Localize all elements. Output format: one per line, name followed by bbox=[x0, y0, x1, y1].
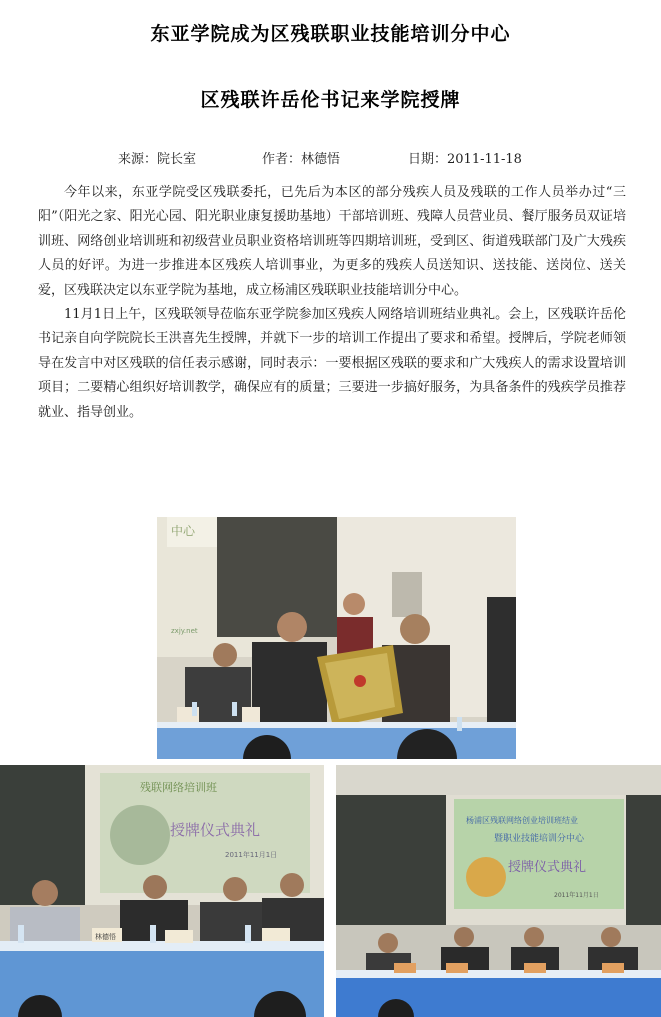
photo2-nameplate: 林德悟 bbox=[95, 933, 116, 941]
photo-panel-right bbox=[336, 765, 661, 1017]
photo1-screen-sub: zxjy.net bbox=[171, 627, 198, 635]
photo-plaque-ceremony bbox=[157, 517, 516, 759]
article-title: 东亚学院成为区残联职业技能培训分中心 bbox=[150, 23, 511, 45]
photo2-screen-date: 2011年11月1日 bbox=[225, 851, 278, 859]
article-subtitle: 区残联许岳伦书记来学院授牌 bbox=[200, 89, 461, 111]
article-body bbox=[38, 181, 626, 425]
meta-author: 作者：林德悟 bbox=[262, 152, 341, 167]
photo-panel-left bbox=[0, 765, 324, 1017]
photo3-screen-line1: 杨浦区残联网络创业培训班结业 bbox=[466, 816, 578, 825]
photo3-screen-line2: 暨职业技能培训分中心 bbox=[494, 834, 585, 844]
photo3-screen-line3: 授牌仪式典礼 bbox=[508, 860, 587, 875]
photo1-screen-text: 中心 bbox=[171, 524, 196, 538]
photo2-screen-line1: 残联网络培训班 bbox=[140, 781, 217, 794]
paragraph-2: 11月1日上午，区残联领导莅临东亚学院参加区残疾人网络培训班结业典礼。会上，区残联许岳伦书记亲自向学院院长王洪喜先生授牌，并就下一步的培训工作提出了要求和希望。授牌后，学院老师领导在发言中对区残联的信任表示感谢，同时表示：一要根据区残联的要求和广大残疾人的需求设置培训项目；二要精心组织好培训教学，确保应有的质量；三要进一步搞好服务，为具备条件的残疾学员推荐就业、指导创业。 bbox=[38, 307, 626, 420]
paragraph-1: 今年以来，东亚学院受区残联委托，已先后为本区的部分残疾人员及残联的工作人员举办过“三阳”（阳光之家、阳光心园、阳光职业康复援助基地）干部培训班、残障人员营业员、餐厅服务员双证培训班、网络创业培训班和初级营业员职业资格培训班等四期培训班，受到区、街道残联部门及广大残疾人员的好评。为进一步推进本区残疾人培训事业，为更多的残疾人员送知识、送技能、送岗位、送关爱，区残联决定以东亚学院为基地，成立杨浦区残联职业技能培训分中心。 bbox=[38, 185, 626, 298]
meta-source: 来源：院长室 bbox=[118, 152, 197, 167]
meta-date: 日期：2011-11-18 bbox=[408, 152, 522, 167]
photo2-screen-line2: 授牌仪式典礼 bbox=[170, 821, 261, 839]
photo3-screen-date: 2011年11月1日 bbox=[554, 892, 599, 899]
